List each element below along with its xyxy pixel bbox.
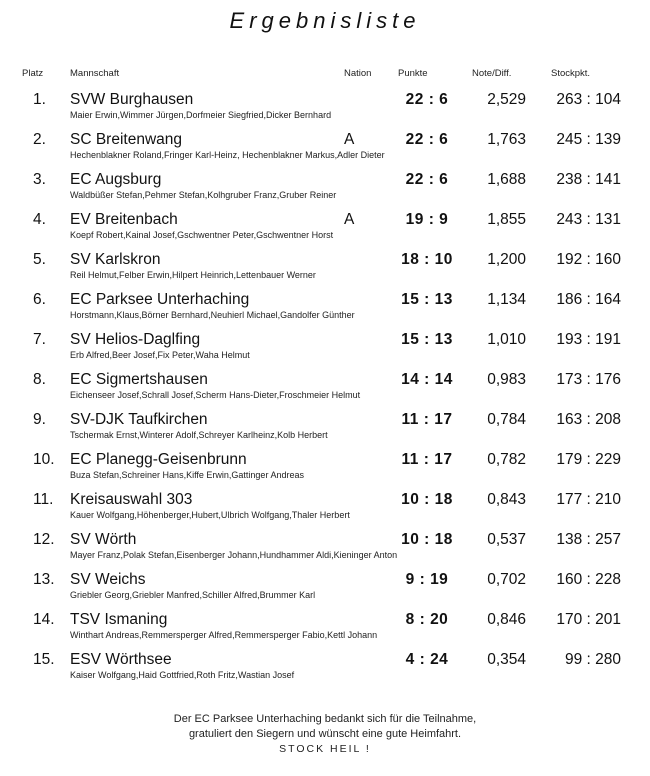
row-rank: 5. <box>33 251 46 268</box>
table-row <box>0 289 650 329</box>
row-note: 0,784 <box>487 411 526 428</box>
row-rank: 6. <box>33 291 46 308</box>
row-stockpunkte: 245 : 139 <box>556 131 621 148</box>
row-team: EV Breitenbach <box>70 211 178 228</box>
row-points: 10 : 18 <box>401 531 453 548</box>
row-rank: 15. <box>33 651 55 668</box>
row-stockpunkte: 186 : 164 <box>556 291 621 308</box>
row-points: 15 : 13 <box>401 291 453 308</box>
row-points: 11 : 17 <box>401 411 453 428</box>
row-rank: 8. <box>33 371 46 388</box>
row-rank: 10. <box>33 451 55 468</box>
table-row <box>0 329 650 369</box>
table-row <box>0 489 650 529</box>
row-points: 10 : 18 <box>401 491 453 508</box>
row-players: Kauer Wolfgang,Höhenberger,Hubert,Ulbrich Wolfgang,Thaler Herbert <box>70 510 350 520</box>
footer-stock-heil: STOCK HEIL ! <box>279 743 371 755</box>
row-stockpunkte: 99 : 280 <box>564 651 621 668</box>
results-table <box>0 89 650 689</box>
row-stockpunkte: 170 : 201 <box>556 611 621 628</box>
row-note: 0,702 <box>487 571 526 588</box>
row-team: SV Weichs <box>70 571 146 588</box>
row-note: 0,537 <box>487 531 526 548</box>
row-rank: 14. <box>33 611 55 628</box>
table-row <box>0 129 650 169</box>
row-rank: 13. <box>33 571 55 588</box>
row-players: Kaiser Wolfgang,Haid Gottfried,Roth Fritz,Wastian Josef <box>70 670 295 680</box>
row-points: 22 : 6 <box>405 131 449 148</box>
row-points: 18 : 10 <box>401 251 453 268</box>
row-points: 19 : 9 <box>405 211 449 228</box>
table-row <box>0 249 650 289</box>
row-team: SV Karlskron <box>70 251 161 268</box>
row-players: Erb Alfred,Beer Josef,Fix Peter,Waha Helmut <box>70 350 250 360</box>
row-note: 1,855 <box>487 211 526 228</box>
table-row <box>0 569 650 609</box>
row-rank: 12. <box>33 531 55 548</box>
footer-congrats: gratuliert den Siegern und wünscht eine gute Heimfahrt. <box>188 728 462 740</box>
row-stockpunkte: 160 : 228 <box>556 571 621 588</box>
row-team: EC Parksee Unterhaching <box>70 291 250 308</box>
row-note: 0,983 <box>487 371 526 388</box>
row-note: 1,688 <box>487 171 526 188</box>
row-team: EC Planegg-Geisenbrunn <box>70 451 247 468</box>
row-rank: 9. <box>33 411 46 428</box>
table-row <box>0 209 650 249</box>
row-points: 11 : 17 <box>401 451 453 468</box>
footer-thanks: Der EC Parksee Unterhaching bedankt sich für die Teilnahme, <box>173 713 477 725</box>
header-stockpunkte: Stockpkt. <box>551 68 591 79</box>
header-mannschaft: Mannschaft <box>70 68 120 79</box>
row-stockpunkte: 238 : 141 <box>556 171 621 188</box>
row-players: Maier Erwin,Wimmer Jürgen,Dorfmeier Siegfried,Dicker Bernhard <box>70 110 332 120</box>
table-row <box>0 89 650 129</box>
row-points: 8 : 20 <box>405 611 449 628</box>
table-row <box>0 449 650 489</box>
row-note: 0,846 <box>487 611 526 628</box>
row-team: SV-DJK Taufkirchen <box>70 411 208 428</box>
row-team: SC Breitenwang <box>70 131 183 148</box>
row-stockpunkte: 193 : 191 <box>556 331 621 348</box>
row-note: 2,529 <box>487 91 526 108</box>
row-team: EC Augsburg <box>70 171 162 188</box>
row-team: TSV Ismaning <box>70 611 168 628</box>
row-team: ESV Wörthsee <box>70 651 172 668</box>
table-row <box>0 609 650 649</box>
row-rank: 4. <box>33 211 46 228</box>
row-rank: 11. <box>33 491 54 508</box>
row-players: Waldbüßer Stefan,Pehmer Stefan,Kolhgruber Franz,Gruber Reiner <box>70 190 337 200</box>
row-rank: 2. <box>33 131 46 148</box>
row-note: 1,763 <box>487 131 526 148</box>
row-note: 1,134 <box>487 291 526 308</box>
row-points: 22 : 6 <box>405 171 449 188</box>
row-note: 0,782 <box>487 451 526 468</box>
row-stockpunkte: 243 : 131 <box>556 211 621 228</box>
row-team: SV Wörth <box>70 531 137 548</box>
row-note: 1,200 <box>487 251 526 268</box>
table-row <box>0 169 650 209</box>
row-stockpunkte: 179 : 229 <box>556 451 621 468</box>
row-points: 9 : 19 <box>405 571 449 588</box>
row-players: Koepf Robert,Kainal Josef,Gschwentner Peter,Gschwentner Horst <box>70 230 334 240</box>
header-nation: Nation <box>344 68 372 79</box>
header-punkte: Punkte <box>398 68 428 79</box>
row-players: Reil Helmut,Felber Erwin,Hilpert Heinrich,Lettenbauer Werner <box>70 270 316 280</box>
row-points: 4 : 24 <box>405 651 449 668</box>
row-stockpunkte: 163 : 208 <box>556 411 621 428</box>
row-points: 22 : 6 <box>405 91 449 108</box>
row-team: Kreisauswahl 303 <box>70 491 193 508</box>
row-note: 1,010 <box>487 331 526 348</box>
row-rank: 7. <box>33 331 46 348</box>
row-rank: 3. <box>33 171 46 188</box>
row-players: Hechenblakner Roland,Fringer Karl-Heinz, Hechenblakner Markus,Adler Dieter <box>70 150 385 160</box>
footer <box>0 712 650 757</box>
table-row <box>0 649 650 689</box>
row-players: Tschermak Ernst,Winterer Adolf,Schreyer Karlheinz,Kolb Herbert <box>70 430 328 440</box>
row-points: 15 : 13 <box>401 331 453 348</box>
row-nation: A <box>344 211 355 228</box>
row-players: Winthart Andreas,Remmersperger Alfred,Remmersperger Fabio,Kettl Johann <box>70 630 378 640</box>
page-title: Ergebnisliste <box>229 8 421 33</box>
row-points: 14 : 14 <box>401 371 453 388</box>
table-row <box>0 369 650 409</box>
row-players: Horstmann,Klaus,Börner Bernhard,Neuhierl Michael,Gandolfer Günther <box>70 310 355 320</box>
row-nation: A <box>344 131 355 148</box>
row-team: EC Sigmertshausen <box>70 371 208 388</box>
row-players: Eichenseer Josef,Schrall Josef,Scherm Hans-Dieter,Froschmeier Helmut <box>70 390 361 400</box>
row-team: SVW Burghausen <box>70 91 194 108</box>
row-rank: 1. <box>33 91 46 108</box>
row-stockpunkte: 263 : 104 <box>556 91 621 108</box>
table-row <box>0 529 650 569</box>
row-stockpunkte: 177 : 210 <box>556 491 621 508</box>
row-team: SV Helios-Daglfing <box>70 331 201 348</box>
row-players: Mayer Franz,Polak Stefan,Eisenberger Johann,Hundhammer Aldi,Kieninger Anton <box>70 550 398 560</box>
header-note: Note/Diff. <box>472 68 512 79</box>
row-stockpunkte: 173 : 176 <box>556 371 621 388</box>
header-platz: Platz <box>22 68 44 79</box>
row-stockpunkte: 192 : 160 <box>556 251 621 268</box>
row-players: Buza Stefan,Schreiner Hans,Kiffe Erwin,Gattinger Andreas <box>70 470 304 480</box>
table-row <box>0 409 650 449</box>
row-note: 0,843 <box>487 491 526 508</box>
row-stockpunkte: 138 : 257 <box>556 531 621 548</box>
row-note: 0,354 <box>487 651 526 668</box>
row-players: Griebler Georg,Griebler Manfred,Schiller Alfred,Brummer Karl <box>70 590 316 600</box>
